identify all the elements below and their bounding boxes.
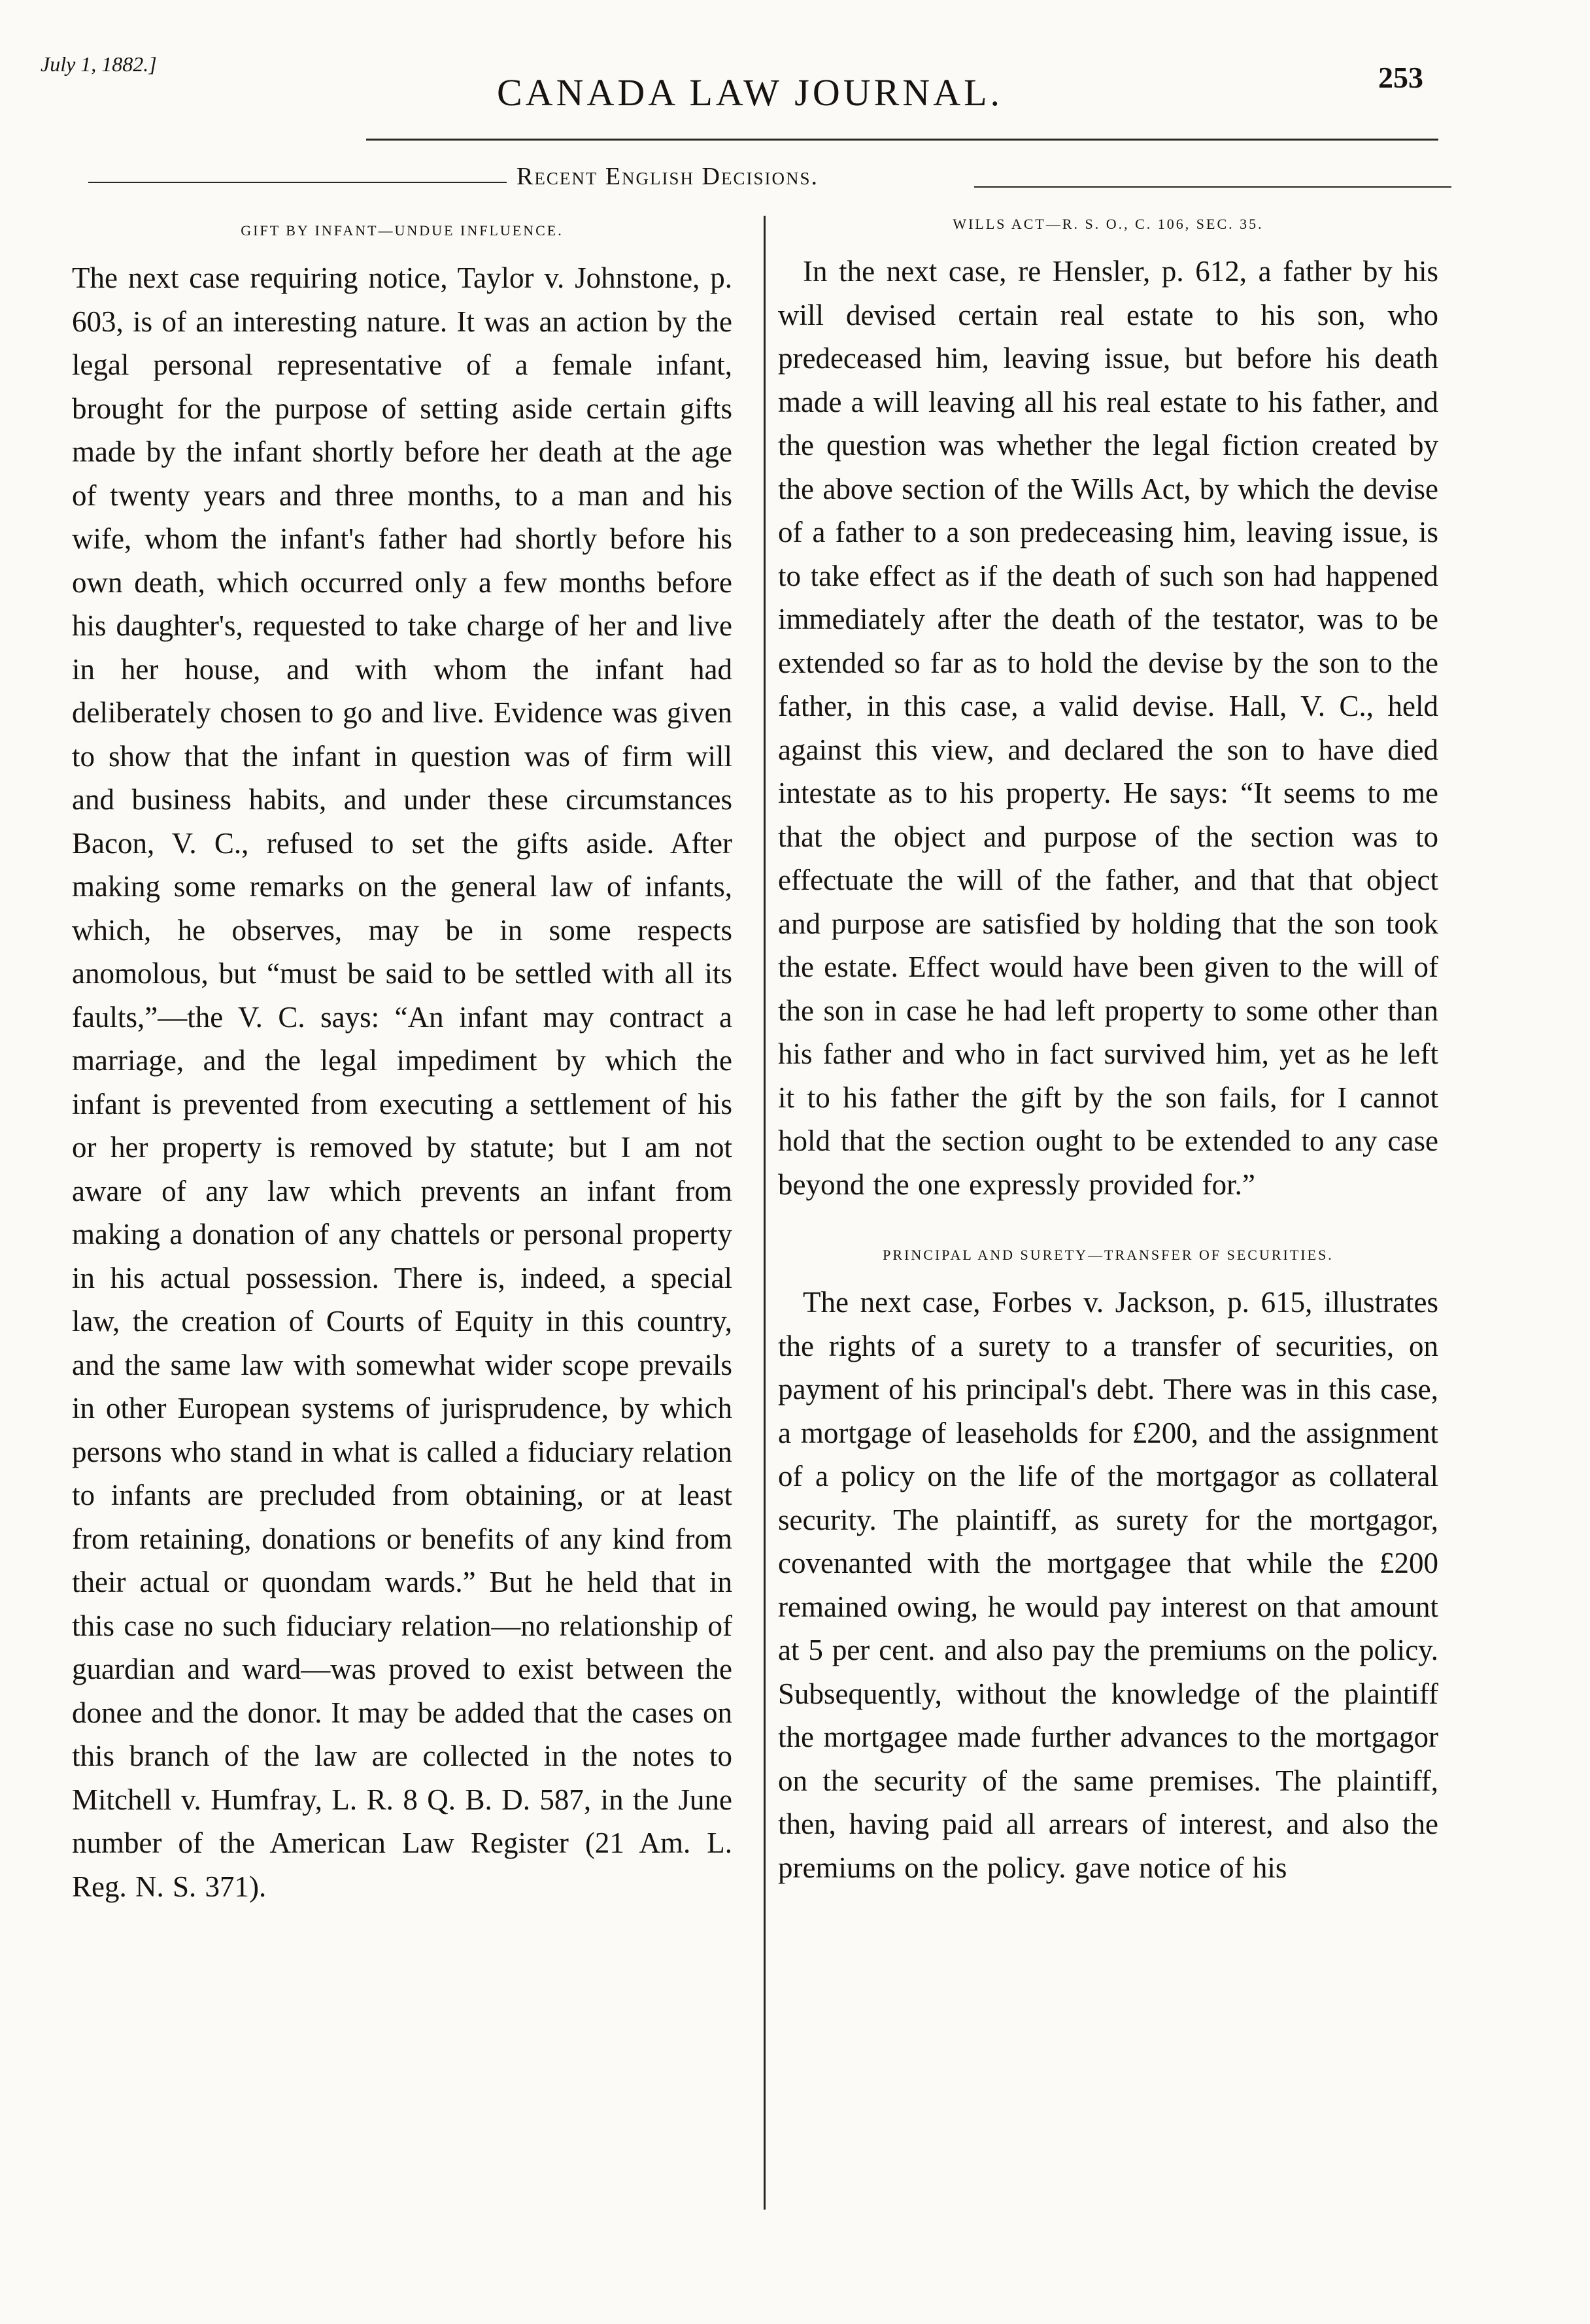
section-rule-right: [974, 186, 1451, 188]
paragraph-forbes-v-jackson: The next case, Forbes v. Jackson, p. 615, illustrates the rights of a surety to a transfer of securities, on payment of his principal's debt. There was in this case, a mortgage of leaseholds for £200, and the assignment of a policy on the life of the mortgagor as collateral security. The plaintiff, as surety for the mortgagor, covenanted with the mortgagee that while the £200 remained owing, he would pay interest on that amount at 5 per cent. and also pay the premiums on the policy. Subsequently, without the knowledge of the plaintiff the mortgagee made further advances to the mortgagor on the security of the same premises. The plaintiff, then, having paid all arrears of interest, and also the premiums on the policy. gave notice of his: [778, 1286, 1438, 1884]
header-rule: [366, 139, 1438, 141]
heading-wills-act: WILLS ACT—R. S. O., C. 106, SEC. 35.: [953, 216, 1264, 232]
heading-gift-by-infant: GIFT BY INFANT—UNDUE INFLUENCE.: [241, 222, 564, 239]
page-number: 253: [1378, 61, 1423, 94]
issue-date: July 1, 1882.]: [41, 52, 157, 76]
paragraph-taylor-v-johnstone: The next case requiring notice, Taylor v. Johnstone, p. 603, is of an interesting nature. It was an action by the legal personal representative of a female infant, brought for the purpose of setting aside certain gifts made by the infant shortly before her death at the age of twenty years and three months, to a man and his wife, whom the infant's father had shortly before his own death, which occurred only a few months before his daughter's, requested to take charge of her and live in her house, and with whom the infant had deliberately chosen to go and live. Evidence was given to show that the infant in question was of firm will and business habits, and under these circumstances Bacon, V. C., refused to set the gifts aside. After making some remarks on the general law of infants, which, he observes, may be in some respects anomolous, but “must be said to be settled with all its faults,”—the V. C. says: “An infant may contract a marriage, and the legal impediment by which the infant is prevented from executing a settlement of his or her property is removed by statute; but I am not aware of any law which prevents an infant from making a donation of any chattels or personal property in his actual possession. There is, indeed, a special law, the creation of Courts of Equity in this country, and the same law with somewhat wider scope prevails in other European systems of jurisprudence, by which persons who stand in what is called a fiduciary relation to infants are precluded from obtaining, or at least from retaining, donations or benefits of any kind from their actual or quondam wards.” But he held that in this case no such fiduciary relation—no relationship of guardian and ward—was proved to exist between the donee and the donor. It may be added that the cases on this branch of the law are collected in the notes to Mitchell v. Humfray, L. R. 8 Q. B. D. 587, in the June number of the American Law Register (21 Am. L. Reg. N. S. 371).: [72, 261, 732, 1903]
section-rule-left: [88, 182, 507, 183]
journal-title: CANADA LAW JOURNAL.: [497, 71, 1004, 114]
heading-principal-and-surety: PRINCIPAL AND SURETY—TRANSFER OF SECURITIES.: [883, 1247, 1334, 1263]
section-title: Recent English Decisions.: [516, 163, 819, 190]
left-column: [72, 222, 732, 1908]
paragraph-re-hensler: In the next case, re Hensler, p. 612, a father by his will devised certain real estate to his son, who predeceased him, leaving issue, but before his death made a will leaving all his real estate to his father, and the question was whether the legal fiction created by the above section of the Wills Act, by which the devise of a father to a son predeceasing him, leaving issue, is to take effect as if the death of such son had happened immediately after the death of the testator, was to be extended so far as to hold the devise by the son to the father, in this case, a valid devise. Hall, V. C., held against this view, and declared the son to have died intestate as to his property. He says: “It seems to me that the object and purpose of the section was to effectuate the will of the father, and that that object and purpose are satisfied by holding that the son took the estate. Effect would have been given to the will of the son in case he had left property to some other than his father and who in fact survived him, yet as he left it to his father the gift by the son fails, for I cannot hold that the section ought to be extended to any case beyond the one expressly provided for.”: [778, 255, 1438, 1201]
column-divider: [764, 216, 766, 2210]
right-column: [778, 216, 1438, 1889]
